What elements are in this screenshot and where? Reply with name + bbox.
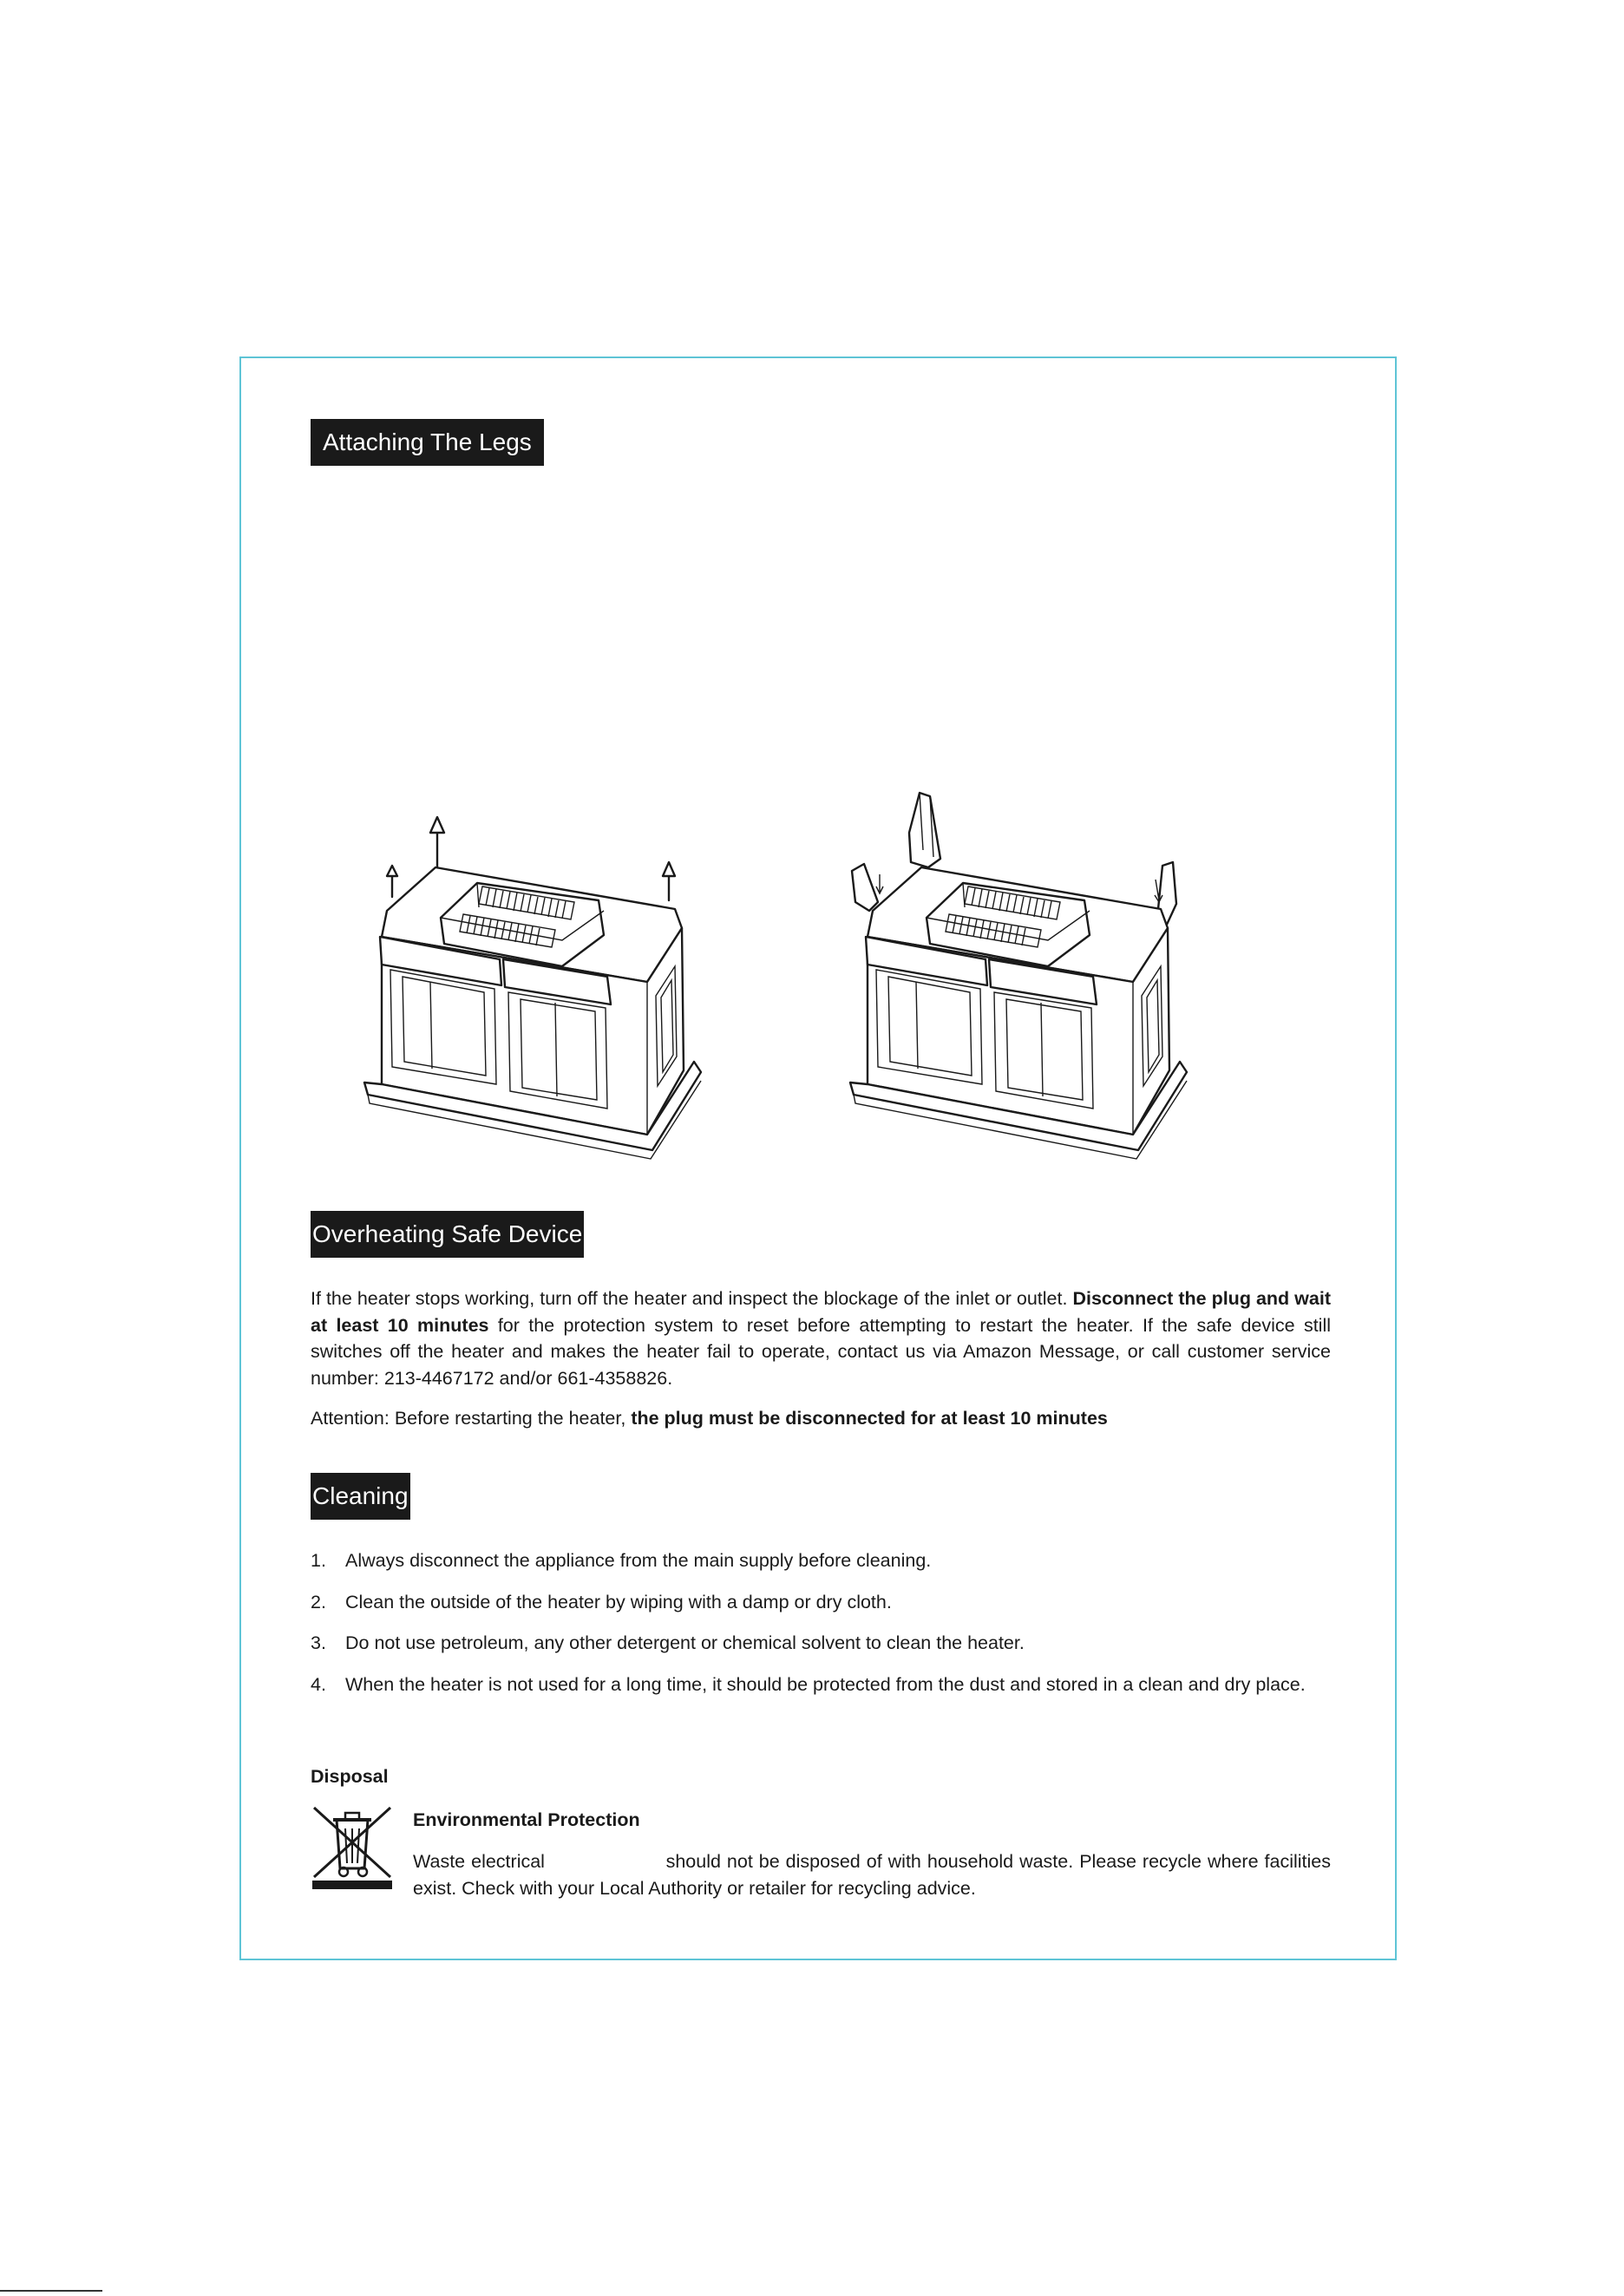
heater-illustration-before	[347, 781, 711, 1188]
list-item: 3. Do not use petroleum, any other detergent or chemical solvent to clean the heater.	[311, 1632, 1025, 1653]
footer-rule	[0, 2290, 102, 2292]
section-heading-overheating: Overheating Safe Device	[311, 1211, 584, 1258]
section-heading-cleaning: Cleaning	[311, 1473, 410, 1520]
attention-text: Attention: Before restarting the heater,	[311, 1408, 632, 1429]
cleaning-list	[311, 1547, 1331, 1712]
section-heading-attaching-legs: Attaching The Legs	[311, 419, 544, 466]
attention-text-bold: the plug must be disconnected for at least 10 minutes	[631, 1408, 1108, 1429]
overheating-text-bold: Disconnect the plug and wait at least 10 minutes	[311, 1288, 1331, 1336]
heater-illustration-after	[833, 781, 1197, 1188]
list-item: 2. Clean the outside of the heater by wiping with a damp or dry cloth.	[311, 1591, 892, 1612]
overheating-paragraph	[311, 1285, 1331, 1391]
disposal-heading: Disposal	[311, 1766, 389, 1787]
list-item: 4. When the heater is not used for a long time, it should be protected from the dust and stored in a clean and dry place.	[311, 1673, 1306, 1695]
overheating-text-1: If the heater stops working, turn off the heater and inspect the blockage of the inlet or outlet.	[311, 1288, 1073, 1309]
crossed-out-wheelie-bin-icon	[311, 1804, 394, 1891]
environmental-protection-heading: Environmental Protection	[413, 1809, 640, 1830]
overheating-text-2: for the protection system to reset before attempting to restart the heater. If the safe device still switches off the heater and makes the heater fail to operate, contact us via Amazon Message, or call customer service number: 213-4467172 and/or 661-4358826.	[311, 1314, 1331, 1389]
disposal-paragraph: Waste electrical should not be disposed of with household waste. Please recycle where facilities exist. Check with your Local Authority or retailer for recycling advice.	[413, 1851, 1336, 1899]
attention-paragraph	[311, 1405, 1331, 1432]
list-item: 1. Always disconnect the appliance from the main supply before cleaning.	[311, 1550, 932, 1571]
